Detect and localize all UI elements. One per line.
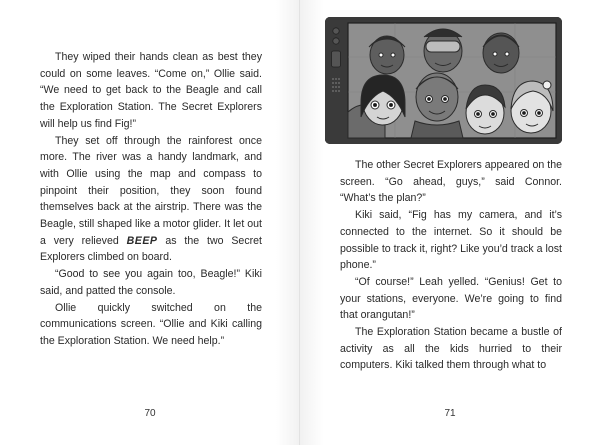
paragraph: “Of course!” Leah yelled. “Genius! Get to your stations, everyone. We’re going to find that orangutan!” [340,275,562,322]
right-page [300,0,600,445]
paragraph: The Exploration Station became a bustle of activity as all the kids hurried to their computers. Kiki talked them through what to [340,326,562,372]
paragraph-text: as the two Secret Explorers climbed on board. [40,234,262,264]
paragraph [40,133,262,267]
paragraph: They wiped their hands clean as best they could on some leaves. “Come on,” Ollie said. “We need to get back to the Beagle and call the Exploration Station. The Secret Explorers will help us find Fig!” [40,51,262,130]
explorers-on-screen-illustration [325,17,562,144]
page-number: 70 [144,408,156,419]
paragraph: Kiki said, “Fig has my camera, and it’s connected to the internet. So it should be possible to track it, right? Like you’d track a lost phone.” [340,209,562,272]
paragraph: Ollie quickly switched on the communications screen. “Ollie and Kiki calling the Exploration Station. We need help.” [40,301,262,347]
page-number: 71 [444,408,456,419]
beep-word: BEEP [126,234,158,247]
paragraph-text: They set off through the rainforest once more. The river was a handy landmark, and with Ollie using the map and compass to pinpoint their position, they soon found themselves back at the airstrip. There was the Beagle, still shaped like a motor glider. It let out a very relieved [40,134,262,247]
paragraph: The other Secret Explorers appeared on the screen. “Go ahead, guys,” said Connor. “What’s the plan?” [340,159,562,205]
screen-illustration [325,17,562,144]
paragraph: “Good to see you again too, Beagle!” Kiki said, and patted the console. [40,268,262,297]
left-page-text [40,49,262,350]
right-page-text [340,157,562,374]
